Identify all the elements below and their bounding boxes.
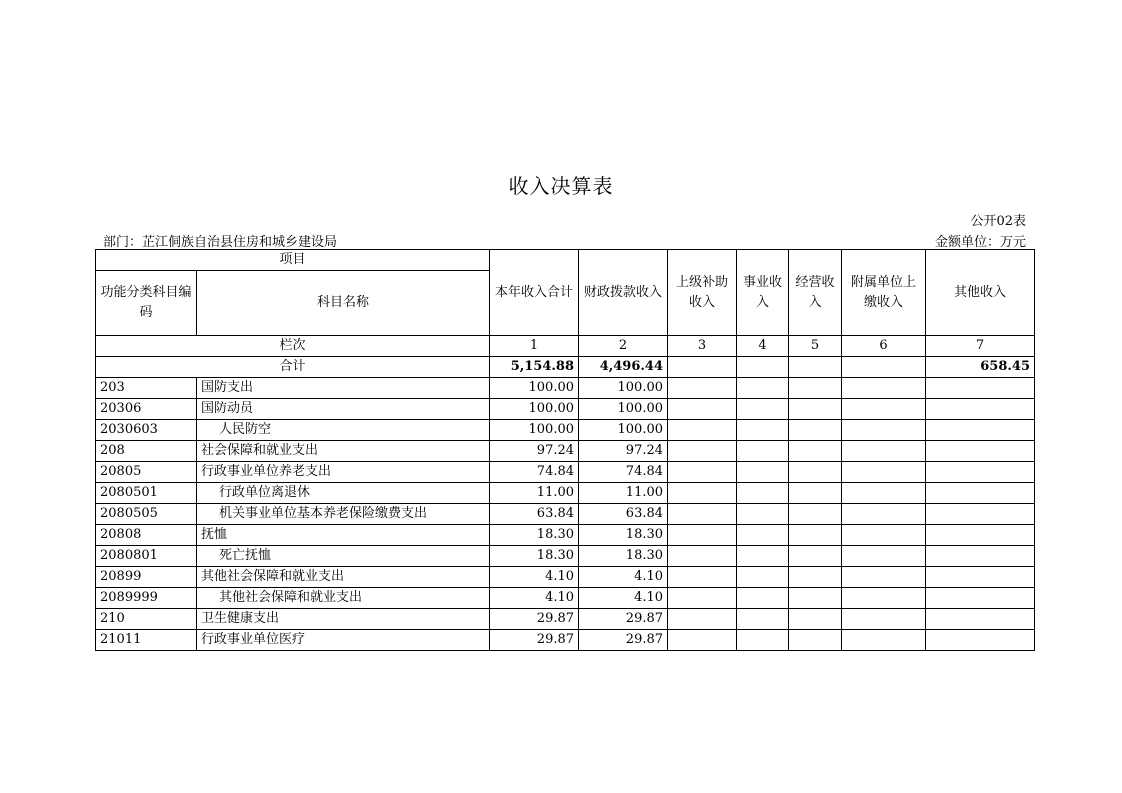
- total-fiscal: 4,496.44: [579, 357, 668, 378]
- row-fiscal: 100.00: [579, 399, 668, 420]
- row-name: 社会保障和就业支出: [197, 441, 490, 462]
- row-name: 卫生健康支出: [197, 609, 490, 630]
- row-total: 97.24: [490, 441, 579, 462]
- col-num-4: 4: [737, 336, 789, 357]
- row-total: 18.30: [490, 546, 579, 567]
- total-label: 合计: [96, 357, 490, 378]
- row-total: 4.10: [490, 588, 579, 609]
- row-name: 国防支出: [197, 378, 490, 399]
- income-table: [95, 249, 1035, 651]
- form-number: 公开02表: [970, 214, 1026, 229]
- row-code: 2030603: [96, 420, 197, 441]
- row-fiscal: 63.84: [579, 504, 668, 525]
- row-fiscal: 11.00: [579, 483, 668, 504]
- table-row: [96, 630, 1035, 651]
- row-name: 抚恤: [197, 525, 490, 546]
- col-num-2: 2: [579, 336, 668, 357]
- header-col-other: 其他收入: [926, 250, 1035, 336]
- table-row: [96, 546, 1035, 567]
- table-row: [96, 399, 1035, 420]
- row-fiscal: 29.87: [579, 630, 668, 651]
- header-col-business: 事业收入: [737, 250, 789, 336]
- col-num-5: 5: [789, 336, 842, 357]
- header-row-item: [96, 250, 1035, 271]
- col-num-1: 1: [490, 336, 579, 357]
- row-code: 210: [96, 609, 197, 630]
- row-name: 行政事业单位养老支出: [197, 462, 490, 483]
- row-fiscal: 100.00: [579, 420, 668, 441]
- row-code: 20306: [96, 399, 197, 420]
- table-row: [96, 420, 1035, 441]
- table-row: [96, 504, 1035, 525]
- row-code: 2080501: [96, 483, 197, 504]
- row-total: 74.84: [490, 462, 579, 483]
- department-label: 部门：芷江侗族自治县住房和城乡建设局: [103, 235, 338, 250]
- row-name: 其他社会保障和就业支出: [197, 567, 490, 588]
- row-fiscal: 97.24: [579, 441, 668, 462]
- row-name: 其他社会保障和就业支出: [197, 588, 490, 609]
- row-total: 100.00: [490, 399, 579, 420]
- header-col-total: 本年收入合计: [490, 250, 579, 336]
- total-affiliated: [842, 357, 926, 378]
- table-row: [96, 588, 1035, 609]
- total-business: [737, 357, 789, 378]
- row-total: 4.10: [490, 567, 579, 588]
- row-name: 国防动员: [197, 399, 490, 420]
- total-value: 5,154.88: [490, 357, 579, 378]
- header-name: 科目名称: [197, 271, 490, 336]
- row-code: 203: [96, 378, 197, 399]
- row-fiscal: 18.30: [579, 525, 668, 546]
- table-row: [96, 609, 1035, 630]
- table-row: [96, 525, 1035, 546]
- header-item: 项目: [96, 250, 490, 271]
- table-row: [96, 378, 1035, 399]
- row-name: 机关事业单位基本养老保险缴费支出: [197, 504, 490, 525]
- row-name: 行政单位离退休: [197, 483, 490, 504]
- row-name: 死亡抚恤: [197, 546, 490, 567]
- row-name: 行政事业单位医疗: [197, 630, 490, 651]
- row-code: 20899: [96, 567, 197, 588]
- row-total: 18.30: [490, 525, 579, 546]
- row-code: 20805: [96, 462, 197, 483]
- header-col-fiscal: 财政拨款收入: [579, 250, 668, 336]
- row-code: 2080801: [96, 546, 197, 567]
- row-code: 20808: [96, 525, 197, 546]
- row-code: 2089999: [96, 588, 197, 609]
- row-code: 2080505: [96, 504, 197, 525]
- row-total: 11.00: [490, 483, 579, 504]
- row-fiscal: 100.00: [579, 378, 668, 399]
- table-row: [96, 462, 1035, 483]
- col-num-7: 7: [926, 336, 1035, 357]
- table-row: [96, 441, 1035, 462]
- row-total: 100.00: [490, 378, 579, 399]
- table-row: [96, 483, 1035, 504]
- row-fiscal: 4.10: [579, 567, 668, 588]
- unit-label: 金额单位：万元: [934, 235, 1026, 250]
- row-code: 208: [96, 441, 197, 462]
- row-fiscal: 4.10: [579, 588, 668, 609]
- row-fiscal: 74.84: [579, 462, 668, 483]
- table-row: [96, 567, 1035, 588]
- header-code: 功能分类科目编码: [96, 271, 197, 336]
- row-total: 63.84: [490, 504, 579, 525]
- row-total: 100.00: [490, 420, 579, 441]
- column-number-row: [96, 336, 1035, 357]
- page-title: 收入决算表: [508, 174, 614, 198]
- row-total: 29.87: [490, 609, 579, 630]
- row-name: 人民防空: [197, 420, 490, 441]
- col-num-6: 6: [842, 336, 926, 357]
- header-col-operation: 经营收入: [789, 250, 842, 336]
- header-col-superior: 上级补助收入: [668, 250, 737, 336]
- total-row: [96, 357, 1035, 378]
- row-fiscal: 29.87: [579, 609, 668, 630]
- col-num-3: 3: [668, 336, 737, 357]
- total-other: 658.45: [926, 357, 1035, 378]
- row-total: 29.87: [490, 630, 579, 651]
- header-col-affiliated: 附属单位上缴收入: [842, 250, 926, 336]
- total-operation: [789, 357, 842, 378]
- total-superior: [668, 357, 737, 378]
- row-fiscal: 18.30: [579, 546, 668, 567]
- row-number-label: 栏次: [96, 336, 490, 357]
- row-code: 21011: [96, 630, 197, 651]
